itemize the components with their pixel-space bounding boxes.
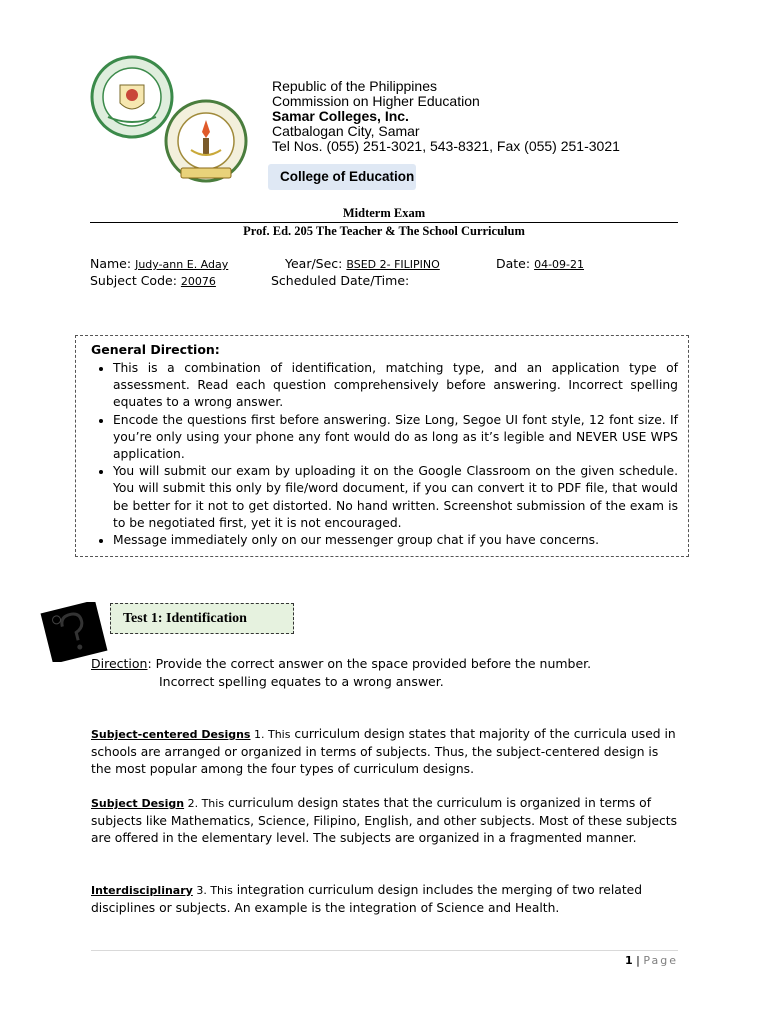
header-line-ched: Commission on Higher Education xyxy=(272,93,480,109)
samar-college-seal-icon xyxy=(90,55,174,139)
direction-item: • Message immediately only on our messenger group chat if you have concerns. xyxy=(113,532,678,549)
question-text-3: integration curriculum design includes the merging of two related disciplines or subjects. An example is the integration of Science and Health. xyxy=(91,883,643,915)
direction-text: : Provide the correct answer on the space provided before the number. xyxy=(147,656,592,671)
page-footer xyxy=(560,954,678,967)
date-row xyxy=(496,255,584,274)
question-2 xyxy=(91,795,678,848)
test1-title: Test 1: Identification xyxy=(110,603,294,634)
test1-direction xyxy=(91,655,591,691)
question-number-2: 2. This xyxy=(184,797,225,810)
exam-title-block xyxy=(90,205,678,239)
school-telephone: Tel Nos. (055) 251-3021, 543-8321, Fax (055) 251-3021 xyxy=(272,138,620,154)
subject-code-label: Subject Code: xyxy=(90,273,177,288)
footer-divider xyxy=(91,950,678,951)
college-label: College of Education xyxy=(268,164,416,190)
year-section: BSED 2- FILIPINO xyxy=(346,258,440,271)
student-name: Judy-ann E. Aday xyxy=(135,258,229,271)
question-number-1: 1. This xyxy=(250,728,291,741)
scheduled-row xyxy=(271,272,409,290)
institution-header xyxy=(272,79,620,154)
question-1 xyxy=(91,726,678,779)
direction-item: • You will submit our exam by uploading it on the Google Classroom on the given schedule. You will submit this only by file/word document, if you can convert it to PDF file, that would be better for it not to get distorted. No hand written. Screenshot submission of the exam is to be negotiated first, yet it is not encouraged. xyxy=(113,463,678,532)
page-number: 1 xyxy=(625,954,633,967)
scheduled-label: Scheduled Date/Time: xyxy=(271,273,410,288)
date-label: Date: xyxy=(496,256,531,271)
subject-code: 20076 xyxy=(180,275,216,288)
general-direction-list xyxy=(91,360,678,549)
answer-3: Interdisciplinary xyxy=(91,884,193,897)
question-3 xyxy=(91,882,678,917)
question-number-3: 3. This xyxy=(192,884,233,897)
question-text-2: curriculum design states that the curriculum is organized in terms of subjects like Mathematics, Science, Filipino, English, and other subjects. Most of these subjects are offered in the elementary level. The subjects are organized in a fragmented manner. xyxy=(91,796,678,845)
direction-item: • Encode the questions first before answering. Size Long, Segoe UI font style, 12 font size. If you’re only using your phone any font would do as long as it’s legible and NEVER USE WPS application. xyxy=(113,412,678,464)
general-direction-heading: General Direction: xyxy=(91,342,220,357)
college-of-education-seal-icon xyxy=(163,98,249,184)
page-label: Page xyxy=(643,954,678,967)
answer-1: Subject-centered Designs xyxy=(91,728,251,741)
school-address: Catbalogan City, Samar xyxy=(272,123,420,139)
name-label: Name: xyxy=(90,256,132,271)
page-separator: | xyxy=(632,954,644,967)
direction-label: Direction xyxy=(91,656,148,671)
exam-date: 04-09-21 xyxy=(534,258,585,271)
year-label: Year/Sec: xyxy=(285,256,343,271)
question-mark-icon xyxy=(40,602,108,662)
header-line-republic: Republic of the Philippines xyxy=(272,78,437,94)
course-title: Prof. Ed. 205 The Teacher & The School Curriculum xyxy=(243,224,525,238)
exam-title: Midterm Exam xyxy=(342,206,426,220)
school-name: Samar Colleges, Inc. xyxy=(272,108,409,124)
direction-item: • This is a combination of identification, matching type, and an application type of assessment. Read each question comprehensively before answering. Incorrect spelling equates to a wrong answer. xyxy=(113,360,678,412)
subject-code-row xyxy=(90,272,216,291)
answer-2: Subject Design xyxy=(91,797,185,810)
question-text-1: curriculum design states that majority of the curricula used in schools are arranged or organized in terms of subjects. Thus, the subject-centered design is the most popular among the four types of curriculum designs. xyxy=(91,727,676,776)
direction-text-2: Incorrect spelling equates to a wrong answer. xyxy=(159,674,444,689)
